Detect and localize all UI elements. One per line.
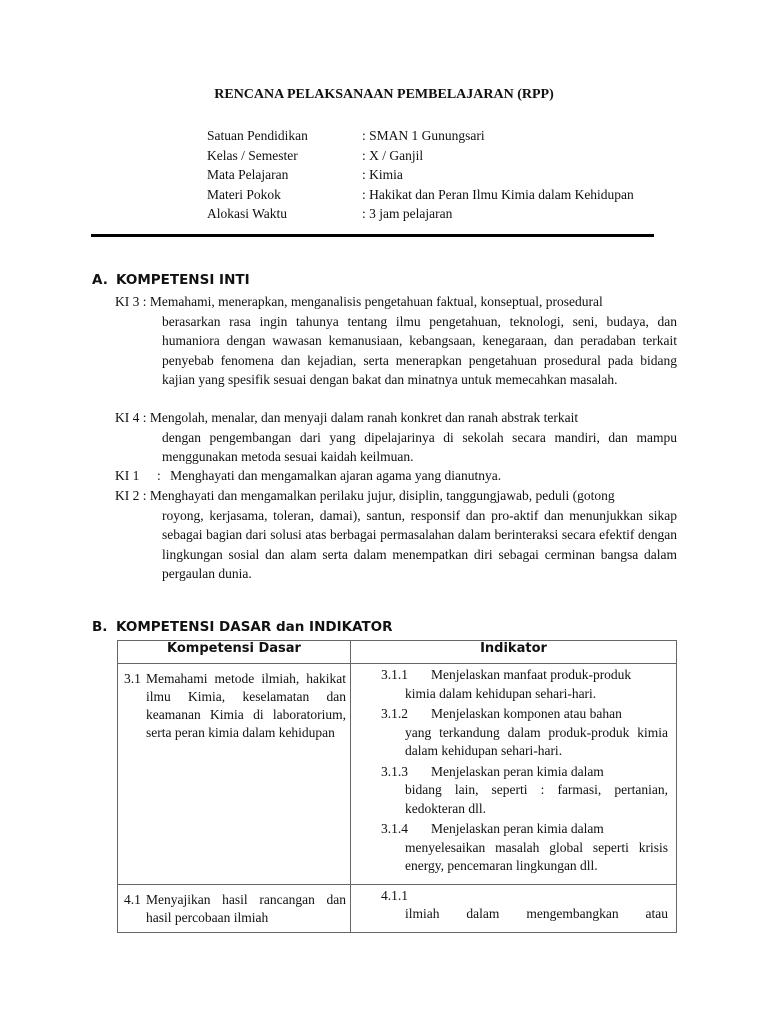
indicator-cell xyxy=(351,664,677,885)
ki-3-text: berasarkan rasa ingin tahunya tentang ilmu pengetahuan, teknologi, seni, budaya, dan humaniora dengan wawasan kemanusiaan, kebangsaan, kenegaraan, dan peradaban terkait penyebab fenomena dan kejadian, serta menerapkan pengetahuan prosedural pada bidang kajian yang spesifik sesuai dengan bakat dan minatnya untuk memecahkan masalah. xyxy=(162,313,677,387)
indicator-number: 4.1.1 xyxy=(381,887,408,903)
section-a-heading xyxy=(92,272,250,288)
kd-number: 3.1 xyxy=(124,671,141,686)
indicator-item xyxy=(355,887,668,924)
kd-indicator-table xyxy=(117,640,677,933)
indicator-first-line: Menjelaskan peran kimia dalam xyxy=(431,821,604,836)
ki-3-block xyxy=(115,292,677,390)
section-title: KOMPETENSI INTI xyxy=(116,272,250,288)
ki-1-code: KI 1 xyxy=(115,468,140,483)
column-header-kd: Kompetensi Dasar xyxy=(118,641,351,664)
identity-value: : X / Ganjil xyxy=(362,147,424,163)
section-letter: B. xyxy=(92,619,108,635)
identity-value: : Kimia xyxy=(362,167,403,182)
ki-3-first-line: KI 3 : Memahami, menerapkan, menganalisis pengetahuan faktual, konseptual, prosedural xyxy=(115,294,603,309)
indicator-first-line: Menjelaskan komponen atau bahan xyxy=(431,706,622,721)
identity-row xyxy=(207,204,687,224)
indicator-text: yang terkandung dalam produk-produk kimia dalam kehidupan sehari-hari. xyxy=(405,724,668,758)
kd-cell xyxy=(118,884,351,932)
indicator-text: bidang lain, seperti : farmasi, pertanian, kedokteran dll. xyxy=(405,782,668,816)
indicator-text: menyelesaikan masalah global seperti krisis energy, pencemaran lingkungan dll. xyxy=(405,839,668,873)
identity-label: Materi Pokok xyxy=(207,186,281,202)
indicator-number: 3.1.2 xyxy=(381,706,408,721)
ki-1-block xyxy=(115,466,677,486)
ki-4-block xyxy=(115,408,677,467)
indicator-item xyxy=(355,820,668,876)
identity-value: : SMAN 1 Gunungsari xyxy=(362,128,485,143)
section-letter: A. xyxy=(92,272,108,288)
indicator-text: ilmiah dalam mengembangkan atau xyxy=(405,906,668,921)
indicator-text: kimia dalam kehidupan sehari-hari. xyxy=(405,685,597,701)
ki-1-separator: : xyxy=(156,468,161,483)
identity-value: : 3 jam pelajaran xyxy=(362,206,453,221)
identity-row xyxy=(207,126,687,146)
identity-table xyxy=(207,126,687,224)
identity-label: Satuan Pendidikan xyxy=(207,128,308,143)
indicator-first-line xyxy=(421,887,668,906)
identity-label: Kelas / Semester xyxy=(207,147,298,163)
section-title: KOMPETENSI DASAR dan INDIKATOR xyxy=(116,619,393,635)
table-row xyxy=(118,664,677,885)
ki-2-block xyxy=(115,486,677,584)
kd-text: Memahami metode ilmiah, hakikat ilmu Kimia, keselamatan dan keamanan Kimia di laboratorium, serta peran kimia dalam kehidupan xyxy=(146,671,346,740)
page-title: RENCANA PELAKSANAAN PEMBELAJARAN (RPP) xyxy=(214,87,554,102)
indicator-cell xyxy=(351,884,677,932)
ki-2-first-line: KI 2 : Menghayati dan mengamalkan perilaku jujur, disiplin, tanggungjawab, peduli (gotong xyxy=(115,488,615,503)
section-b-heading xyxy=(92,619,393,635)
identity-value: : Hakikat dan Peran Ilmu Kimia dalam Kehidupan xyxy=(362,186,634,202)
identity-row xyxy=(207,185,687,205)
ki-4-first-line: KI 4 : Mengolah, menalar, dan menyaji dalam ranah konkret dan ranah abstrak terkait xyxy=(115,410,579,425)
ki-4-text: dengan pengembangan dari yang dipelajarinya di sekolah secara mandiri, dan mampu menggunakan metoda sesuai kaidah keilmuan. xyxy=(162,429,677,464)
indicator-number: 3.1.4 xyxy=(381,821,408,836)
indicator-number: 3.1.3 xyxy=(381,763,408,779)
identity-label: Alokasi Waktu xyxy=(207,206,288,221)
table-row xyxy=(118,884,677,932)
indicator-item xyxy=(355,763,668,819)
kd-number: 4.1 xyxy=(124,891,141,907)
ki-1-text: Menghayati dan mengamalkan ajaran agama yang dianutnya. xyxy=(170,468,502,483)
indicator-number: 3.1.1 xyxy=(381,667,408,682)
table-header-row xyxy=(118,641,677,664)
indicator-item xyxy=(355,666,668,703)
header-divider xyxy=(91,234,654,237)
column-header-indikator: Indikator xyxy=(351,641,677,664)
identity-row xyxy=(207,165,687,185)
identity-row xyxy=(207,146,687,166)
ki-2-text: royong, kerjasama, toleran, damai), santun, responsif dan pro-aktif dan menunjukkan sikap sebagai bagian dari solusi atas berbagai permasalahan dalam berinteraksi secara efektif dengan lingkungan sosial dan alam serta dalam menempatkan diri sebagai cerminan bangsa dalam pergaulan dunia. xyxy=(162,507,677,581)
identity-label: Mata Pelajaran xyxy=(207,167,289,182)
indicator-first-line: Menjelaskan peran kimia dalam xyxy=(431,763,604,779)
kd-text: Menyajikan hasil rancangan dan hasil percobaan ilmiah xyxy=(146,891,346,925)
kd-cell xyxy=(118,664,351,885)
kd-item xyxy=(124,891,346,927)
indicator-item xyxy=(355,705,668,761)
indicator-first-line: Menjelaskan manfaat produk-produk xyxy=(431,667,632,682)
kd-item xyxy=(124,670,346,742)
